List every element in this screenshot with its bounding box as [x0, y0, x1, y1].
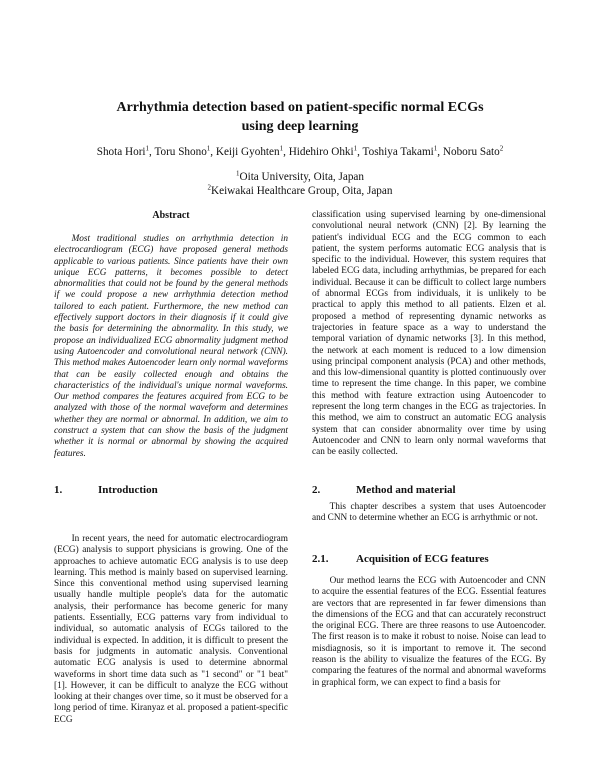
author: Shota Hori$^1$,	[96, 144, 155, 158]
section-number: 1.	[54, 484, 63, 496]
section-title: Introduction	[98, 484, 158, 496]
author-list	[40, 145, 560, 159]
affiliation-list	[60, 170, 540, 198]
introduction-body	[54, 534, 288, 726]
paper-title-line-1: Arrhythmia detection based on patient-specific normal ECGs	[116, 100, 484, 115]
abstract-body	[54, 234, 288, 460]
author: Hidehiro Ohki$^1$,	[288, 144, 363, 158]
author: Keiji Gyohten$^1$,	[215, 144, 289, 158]
subsection-heading-acquisition	[312, 553, 546, 565]
acquisition-body	[312, 576, 546, 689]
affiliation: $^1$Oita University, Oita, Japan	[236, 169, 364, 183]
paper-title-line-2: using deep learning	[241, 119, 359, 134]
section-number: 2.	[312, 484, 321, 496]
introduction-paragraph: In recent years, the need for automatic electrocardiogram (ECG) analysis to support physicians is growing. One of the approaches to achieve automatic ECG analysis is to use deep learning. This method is mainly based on supervised learning. Since this conventional method using supervised learning usually handle multiple people's data for the automatic analysis, their performance has become generic for many patients. Essentially, ECG patterns vary from individual to individual, so automatic analysis of ECGs tailored to the individual is expected. In addition, it is difficult to present the basis for judgments in automatic analysis. Conventional automatic ECG analysis is used to determine abnormal waveforms in short time data such as "1 second" or "1 beat" [1]. However, it can be difficult to analyze the ECG without looking at their changes over time, so it must be observed for a long period of time. Kiranyaz et al. proposed a patient-specific ECG	[54, 534, 288, 725]
method-body	[312, 502, 546, 525]
introduction-paragraph-continued: classification using supervised learning by one-dimensional convolutional neural network (CNN) [2]. By learning the patient's individual ECG and the ECG common to each patient, the system performs automatic ECG analysis that is specific to the individual. However, this system requires that labeled ECG data, including arrhythmias, be prepared for each individual. Because it can be difficult to collect large numbers of abnormal ECGs from individuals, it is unlikely to be practical to apply this method to all patients. Elzen et al. proposed a method of representing dynamic networks as trajectories in feature space as a way to understand the temporal variation of dynamic networks [3]. In this method, the network at each moment is reduced to a low dimension using principal component analysis (PCA) and other methods, and this low-dimensional quantity is plotted continuously over time to represent the time change. In this paper, we combine this method with feature extraction using Autoencoder to represent the long term changes in the ECG as trajectories. In this method, we aim to construct an automatic ECG analysis system that can consider abnormality over time by using Autoencoder and CNN to learn only normal waveforms that can be easily collected.	[312, 210, 546, 458]
introduction-continued	[312, 210, 546, 459]
paper-title	[60, 98, 540, 136]
subsection-title: Acquisition of ECG features	[356, 553, 489, 565]
author: Toru Shono$^1$,	[154, 144, 216, 158]
abstract-text: Most traditional studies on arrhythmia detection in electrocardiogram (ECG) have proposed general methods applicable to various patients. Since patients have their own unique ECG patterns, it becomes possible to detect abnormalities that could not be found by the general methods if we could propose a new arrhythmia detection method tailored to each patient. Furthermore, the new method can effectively support doctors in their diagnosis if it could give the basis for determining the abnormality. In this study, we propose an individualized ECG abnormality judgment method using Autoencoder and convolutional neural network (CNN). This method makes Autoencoder learn only normal waveforms that can be easily collected enough and obtains the characteristics of the individual's unique normal waveforms. Our method compares the features acquired from ECG to be analyzed with those of the normal waveform and determines whether they are normal or abnormal. In addition, we aim to construct a system that can show the basis of the judgment whether it is normal or abnormal by showing the acquired features.	[54, 234, 288, 459]
section-heading-method	[312, 484, 546, 496]
section-title: Method and material	[356, 484, 456, 496]
subsection-number: 2.1.	[312, 553, 329, 565]
author: Noboru Sato$^2$	[442, 144, 504, 158]
method-paragraph: This chapter describes a system that uses Autoencoder and CNN to determine whether an ECG is arrhythmic or not.	[312, 502, 546, 524]
section-heading-introduction	[54, 484, 288, 496]
abstract-heading: Abstract	[152, 210, 190, 221]
acquisition-paragraph: Our method learns the ECG with Autoencoder and CNN to acquire the essential features of the ECG. Essential features are vectors that are represented in far fewer dimensions than the dimensions of the ECG and that can accurately reconstruct the original ECG. There are three reasons to use Autoencoder. The first reason is to make it robust to noise. Noise can lead to misdiagnosis, so it is important to remove it. The second reason is the ability to visualize the features of the ECG. By comparing the features of the normal and abnormal waveforms in graphical form, we can expect to find a basis for	[312, 576, 546, 688]
affiliation: $^2$Keiwakai Healthcare Group, Oita, Japan	[207, 183, 393, 197]
author: Toshiya Takami$^1$,	[362, 144, 443, 158]
